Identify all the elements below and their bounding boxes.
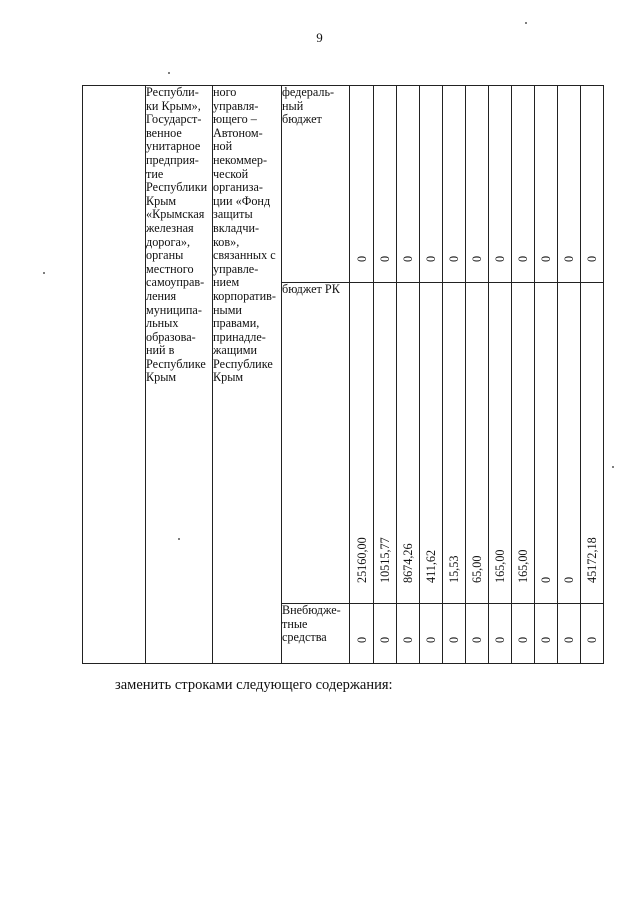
organizations-cell: Республи- ки Крым», Государст- венное унитарное предприя- тие Республики Крым «Крымская железная дорога», органы местного самоуправ- ления муниципа- льных образова- ний в Республике Крым <box>146 86 213 664</box>
value-cell <box>443 604 466 664</box>
value-text: 165,00 <box>493 549 507 583</box>
value-cell <box>489 86 512 283</box>
value-text: 0 <box>354 636 369 643</box>
scan-speck <box>178 538 180 540</box>
value-cell <box>350 86 374 283</box>
value-cell <box>397 604 420 664</box>
value-cell <box>420 283 443 604</box>
value-cell <box>512 86 535 283</box>
value-cell <box>420 604 443 664</box>
value-text: 411,62 <box>424 549 438 583</box>
value-text: 15,53 <box>447 555 461 583</box>
value-text: 0 <box>447 636 461 643</box>
value-text: 0 <box>401 636 415 643</box>
value-text: 65,00 <box>470 555 484 583</box>
value-cell <box>535 604 558 664</box>
value-cell <box>350 604 374 664</box>
value-text: 0 <box>562 255 576 262</box>
program-table <box>82 85 604 664</box>
value-text: 10515,77 <box>378 537 392 583</box>
value-cell <box>535 86 558 283</box>
management-cell: ного управля- ющего – Автоном- ной некоммер- ческой организа- ции «Фонд защиты вкладчи- ков», связанных с управле- нием корпоратив- ными правами, принадле- жащими Республике Крым <box>213 86 282 664</box>
value-cell <box>466 283 489 604</box>
value-text: 0 <box>424 255 438 262</box>
value-cell <box>374 86 397 283</box>
scan-speck <box>525 22 527 24</box>
value-text: 0 <box>585 255 599 262</box>
value-text: 0 <box>562 636 576 643</box>
value-cell <box>535 283 558 604</box>
value-text: 0 <box>378 636 392 643</box>
value-cell <box>397 283 420 604</box>
footer-text: заменить строками следующего содержания: <box>115 677 393 693</box>
value-cell <box>466 86 489 283</box>
funding-source-cell: Внебюдже- тные средства <box>282 604 350 664</box>
value-text: 0 <box>516 636 530 643</box>
value-cell <box>558 283 581 604</box>
value-text: 25160,00 <box>354 537 369 583</box>
value-text: 0 <box>493 636 507 643</box>
value-text: 8674,26 <box>401 543 415 583</box>
value-cell <box>489 604 512 664</box>
value-text: 45172,18 <box>585 537 599 583</box>
value-cell <box>350 283 374 604</box>
value-text: 0 <box>539 255 553 262</box>
value-text: 0 <box>516 255 530 262</box>
value-cell <box>374 283 397 604</box>
value-text: 0 <box>470 255 484 262</box>
empty-cell <box>83 86 146 664</box>
funding-source-cell: федераль- ный бюджет <box>282 86 350 283</box>
value-cell <box>581 604 604 664</box>
page-number: 9 <box>316 30 323 45</box>
value-text: 0 <box>354 255 369 262</box>
value-text: 165,00 <box>516 549 530 583</box>
value-text: 0 <box>401 255 415 262</box>
value-text: 0 <box>470 636 484 643</box>
value-cell <box>443 283 466 604</box>
scan-speck <box>612 466 614 468</box>
value-cell <box>374 604 397 664</box>
value-cell <box>466 604 489 664</box>
value-cell <box>420 86 443 283</box>
scan-speck <box>43 272 45 274</box>
value-cell <box>512 604 535 664</box>
value-cell <box>581 86 604 283</box>
scan-speck <box>168 72 170 74</box>
value-text: 0 <box>585 636 599 643</box>
value-cell <box>581 283 604 604</box>
value-cell <box>443 86 466 283</box>
value-cell <box>397 86 420 283</box>
value-text: 0 <box>447 255 461 262</box>
value-text: 0 <box>562 576 576 583</box>
value-text: 0 <box>424 636 438 643</box>
value-text: 0 <box>378 255 392 262</box>
value-cell <box>512 283 535 604</box>
value-text: 0 <box>539 576 553 583</box>
value-text: 0 <box>539 636 553 643</box>
table-row <box>83 86 604 283</box>
value-text: 0 <box>493 255 507 262</box>
value-cell <box>489 283 512 604</box>
funding-source-cell: бюджет РК <box>282 283 350 604</box>
value-cell <box>558 604 581 664</box>
value-cell <box>558 86 581 283</box>
